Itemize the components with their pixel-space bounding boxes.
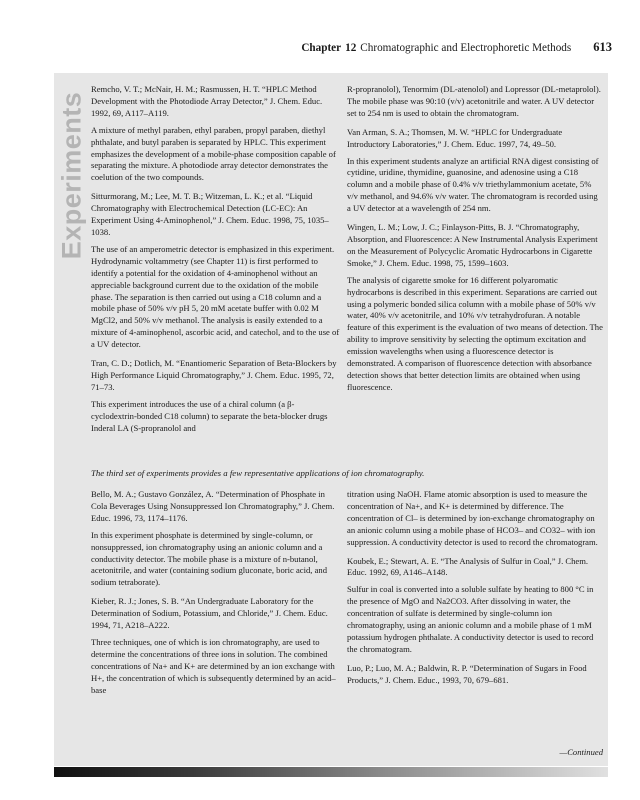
description: titration using NaOH. Flame atomic absorption is used to measure the concentration of Na+, and K+ is determined by difference. The concentration of Cl– is determined by ion-exchange chromatography on an anionic column using a mobile phase of HCO3– and CO32– with ion suppression. A conductivity detector is used to record the chromatogram. xyxy=(347,489,598,547)
reference: Remcho, V. T.; McNair, H. M.; Rasmussen, H. T. “HPLC Method Development with the Photodiode Array Detector,” J. Chem. Educ. 1992, 69, A117–A119. xyxy=(91,84,323,118)
reference: Luo, P.; Luo, M. A.; Baldwin, R. P. “Determination of Sugars in Food Products,” J. Chem. Educ., 1993, 70, 679–681. xyxy=(347,662,587,685)
description: A mixture of methyl paraben, ethyl paraben, propyl paraben, diethyl phthalate, and butyl paraben is separated by HPLC. This experiment emphasizes the development of a mobile-phase composition capable of separating the mixture. A photodiode array detector demonstrates the coelution of the two compounds. xyxy=(91,124,336,183)
footer-gradient-bar xyxy=(54,767,608,777)
column-bottom-right xyxy=(347,489,603,692)
description: The analysis of cigarette smoke for 16 different polyaromatic hydrocarbons is described in this experiment. Separations are carried out using a polymeric bonded silica column with a mobile phase of 50% v/v water, 40% v/v acetonitrile, and 10% v/v tetrahydrofuran. A notable feature of this experiment is the evaluation of two means of detection. The ability to improve sensitivity by selecting the optimum excitation and emission wavelengths when using a fluorescence detector is demonstrated. A comparison of fluorescence detection with absorbance detection shows that better detection limits are obtained when using fluorescence. xyxy=(347,274,603,392)
reference: Kieber, R. J.; Jones, S. B. “An Undergraduate Laboratory for the Determination of Sodium, Potassium, and Chloride,” J. Chem. Educ. 1994, 71, A218–A222. xyxy=(91,596,328,631)
description: Sulfur in coal is converted into a soluble sulfate by heating to 800 °C in the presence of MgO and Na2CO3. After dissolving in water, the concentration of sulfate is determined by single-column ion chromatography, using an anionic column and a mobile phase of 1 mM potassium hydrogen phthalate. A conductivity detector is used to record the chromatogram. xyxy=(347,584,594,654)
column-top-left xyxy=(91,84,340,441)
reference: Sitturmorang, M.; Lee, M. T. B.; Witzeman, L. K.; et al. “Liquid Chromatography with Electrochemical Detection (LC-EC): An Experiment Using 4-Aminophenol,” J. Chem. Educ. 1998, 75, 1035–1038. xyxy=(91,191,329,237)
description: This experiment introduces the use of a chiral column (a β-cyclodextrin-bonded C18 column) to separate the beta-blocker drugs Inderal LA (S-propranolol and xyxy=(91,398,328,433)
reference: Van Arman, S. A.; Thomsen, M. W. “HPLC for Undergraduate Introductory Laboratories,” J. Chem. Educ. 1997, 74, 49–50. xyxy=(347,126,563,149)
reference: Koubek, E.; Stewart, A. E. “The Analysis of Sulfur in Coal,” J. Chem. Educ. 1992, 69, A146–A148. xyxy=(347,555,589,578)
reference: Tran, C. D.; Dotlich, M. “Enantiomeric Separation of Beta-Blockers by High Performance Liquid Chromatography,” J. Chem. Educ. 1995, 72, 71–73. xyxy=(91,358,337,392)
reference: Wingen, L. M.; Low, J. C.; Finlayson-Pitts, B. J. “Chromatography, Absorption, and Fluorescence: A New Instrumental Analysis Experiment on the Measurement of Polycyclic Aromatic Hydrocarbons in Cigarette Smoke,” J. Chem. Educ. 1998, 75, 1599–1603. xyxy=(347,222,598,268)
column-bottom-left xyxy=(91,489,340,704)
reference: Bello, M. A.; Gustavo González, A. “Determination of Phosphate in Cola Beverages Using Nonsuppressed Ion Chromatography,” J. Chem. Educ. 1996, 73, 1174–1176. xyxy=(91,489,335,523)
description: In this experiment phosphate is determined by single-column, or nonsuppressed, ion chromatography using an anionic column and a conductivity detector. The mobile phase is a mixture of n-butanol, acetonitrile, and water (containing sodium gluconate, boric acid, and sodium tetraborate). xyxy=(91,529,328,588)
chapter-label: Chapter xyxy=(301,42,342,54)
column-top-right xyxy=(347,84,603,401)
description: Three techniques, one of which is ion chromatography, are used to determine the concentrations of three ions in solution. The combined concentrations of Na+ and K+ are determined by an ion exchange with H+, the concentration of which is subsequently determined by an acid–base xyxy=(91,636,336,695)
description: R-propranolol), Tenormim (DL-atenolol) and Lopressor (DL-metaprolol). The mobile phase was 90:10 (v/v) acetonitrile and water. A UV detector set to 254 nm is used to obtain the chromatogram. xyxy=(347,84,601,118)
side-tab xyxy=(58,82,86,268)
running-header xyxy=(300,40,612,58)
page-number: 613 xyxy=(593,40,612,54)
description: The use of an amperometric detector is emphasized in this experiment. Hydrodynamic voltammetry (see Chapter 11) is first performed to identify a potential for the oxidation of 4-aminophenol without an appreciable background current due to the oxidation of the mobile phase. The separation is then carried out using a C18 column and a mobile phase of 50% v/v pH 5, 20 mM acetate buffer with 0.02 M MgCl2, and 50% v/v methanol. The analysis is easily extended to a mixture of 4-aminophenol, ascorbic acid, and catechol, and to the use of a UV detector. xyxy=(91,243,340,350)
side-tab-label: Experiments xyxy=(56,91,87,259)
description: In this experiment students analyze an artificial RNA digest consisting of cytidine, uridine, thymidine, guanosine, and adenosine using a C18 column and a mobile phase of 0.4% v/v triethylammonium acetate, 5% v/v methanol, and 94.6% v/v water. The chromatogram is recorded using a UV detector at a wavelength of 254 nm. xyxy=(347,155,599,214)
section-transition: The third set of experiments provides a few representative applications of ion chromatography. xyxy=(91,468,425,478)
continued-label: —Continued xyxy=(559,747,603,757)
chapter-title: Chromatographic and Electrophoretic Methods xyxy=(360,42,572,54)
chapter-number: 12 xyxy=(345,42,357,54)
